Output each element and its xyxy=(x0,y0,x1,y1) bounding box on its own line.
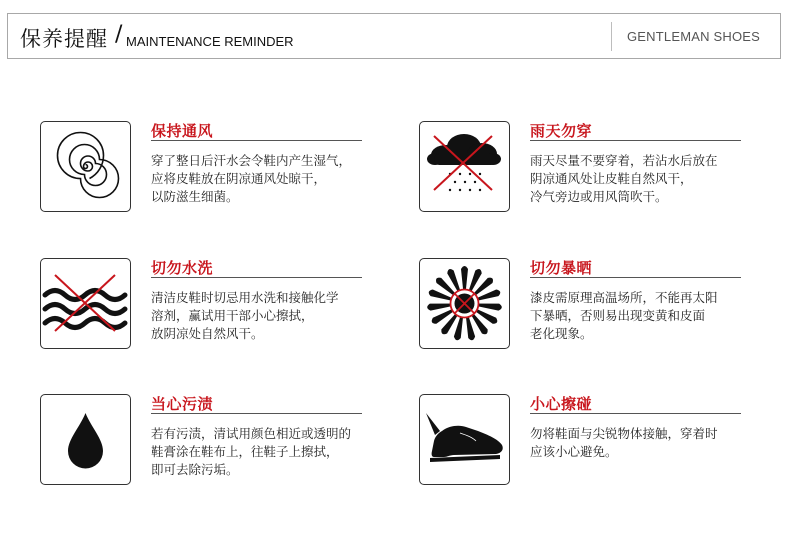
card-bumps xyxy=(419,394,779,489)
card-stains xyxy=(40,394,400,489)
no-rain-icon xyxy=(419,121,510,212)
card-title: 雨天勿穿 xyxy=(530,122,593,140)
title-underline xyxy=(530,140,741,141)
card-title: 小心擦碰 xyxy=(530,395,593,413)
card-title: 切勿暴晒 xyxy=(530,259,593,277)
water-drop-icon xyxy=(40,394,131,485)
card-title: 切勿水洗 xyxy=(151,259,214,277)
card-description: 雨天尽量不要穿着，若沾水后放在 阴凉通风处让皮鞋自然风干， 冷气旁边或用风筒吹干。 xyxy=(530,153,718,204)
title-underline xyxy=(530,277,741,278)
header-divider xyxy=(611,22,612,51)
card-no-sun xyxy=(419,258,779,353)
header-banner xyxy=(7,13,781,59)
title-underline xyxy=(151,140,362,141)
card-title: 保持通风 xyxy=(151,122,214,140)
title-underline xyxy=(151,413,362,414)
no-water-wash-icon xyxy=(40,258,131,349)
card-description: 穿了整日后汗水会令鞋内产生湿气， 应将皮鞋放在阴凉通风处晾干， 以防滋生细菌。 xyxy=(151,153,352,204)
brand-label: GENTLEMAN SHOES xyxy=(627,29,761,44)
card-no-wash xyxy=(40,258,400,353)
page-title-cn: 保养提醒 xyxy=(20,27,108,51)
card-ventilation xyxy=(40,121,400,216)
card-description: 漆皮需原理高温场所，不能再太阳 下暴晒，否则易出现变黄和皮面 老化现象。 xyxy=(530,290,718,341)
card-no-rain xyxy=(419,121,779,216)
card-description: 清洁皮鞋时切忌用水洗和接触化学 溶剂，赢试用干部小心擦拭， 放阴凉处自然风干。 xyxy=(151,290,339,341)
title-underline xyxy=(530,413,741,414)
card-description: 勿将鞋面与尖锐物体接触，穿着时 应该小心避免。 xyxy=(530,426,718,459)
shoe-sharp-object-icon xyxy=(419,394,510,485)
card-title: 当心污渍 xyxy=(151,395,214,413)
title-underline xyxy=(151,277,362,278)
spiral-ventilation-icon xyxy=(40,121,131,212)
no-sun-icon xyxy=(419,258,510,349)
page-title-en: MAINTENANCE REMINDER xyxy=(126,34,294,49)
card-description: 若有污渍，清试用颜色相近或透明的 鞋膏涂在鞋布上，往鞋子上擦拭， 即可去除污垢。 xyxy=(151,426,352,477)
title-slash: / xyxy=(115,22,123,47)
